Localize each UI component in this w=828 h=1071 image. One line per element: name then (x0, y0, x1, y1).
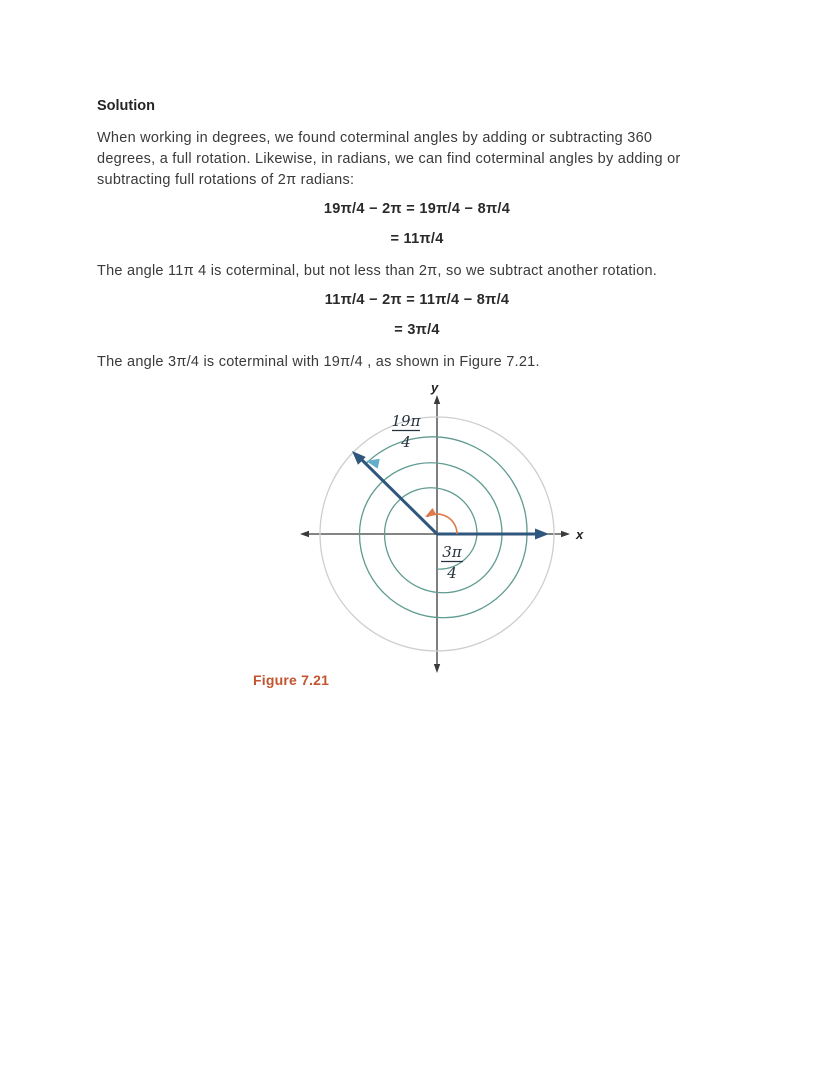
equation-1-line-2: = 11π/4 (390, 231, 444, 247)
inner-angle-numerator: 3π (442, 543, 462, 561)
intro-paragraph (97, 128, 737, 191)
paragraph-coterminal-11pi4: The angle 11π 4 is coterminal, but not less than 2π, so we subtract another rotation. (97, 263, 658, 279)
solution-heading: Solution (97, 98, 155, 114)
initial-side-arrow-icon (535, 529, 549, 540)
angle-arc (427, 514, 457, 534)
equation-2-line-1: 11π/4 − 2π = 11π/4 − 8π/4 (324, 292, 510, 308)
angle-arc-arrow-icon (423, 508, 437, 520)
coterminal-angles-diagram (290, 379, 600, 679)
y-axis-label: y (431, 380, 439, 395)
document-page (97, 0, 737, 709)
equation-1-line-1: 19π/4 − 2π = 19π/4 − 8π/4 (323, 201, 511, 217)
outer-angle-numerator: 19π (391, 412, 421, 430)
x-axis-label: x (576, 527, 584, 542)
figure-caption: Figure 7.21 (253, 672, 330, 688)
figure-7-21 (97, 379, 737, 709)
x-axis-left-arrow-icon (300, 531, 309, 537)
paragraph-line: When working in degrees, we found coterminal angles by adding or subtracting 360 (97, 130, 653, 146)
paragraph-coterminal-3pi4: The angle 3π/4 is coterminal with 19π/4 , as shown in Figure 7.21. (97, 354, 540, 370)
spiral-path (360, 437, 528, 618)
x-axis-right-arrow-icon (561, 531, 570, 537)
paragraph-line: subtracting full rotations of 2π radians: (97, 172, 355, 188)
paragraph-line: degrees, a full rotation. Likewise, in radians, we can find coterminal angles by adding or (97, 151, 681, 167)
outer-angle-denominator: 4 (401, 433, 411, 451)
equation-1 (97, 201, 737, 247)
inner-angle-denominator: 4 (447, 564, 457, 582)
y-axis-bottom-arrow-icon (434, 664, 440, 673)
y-axis-top-arrow-icon (434, 395, 440, 404)
equation-2-line-2: = 3π/4 (394, 322, 440, 338)
equation-2 (97, 292, 737, 338)
